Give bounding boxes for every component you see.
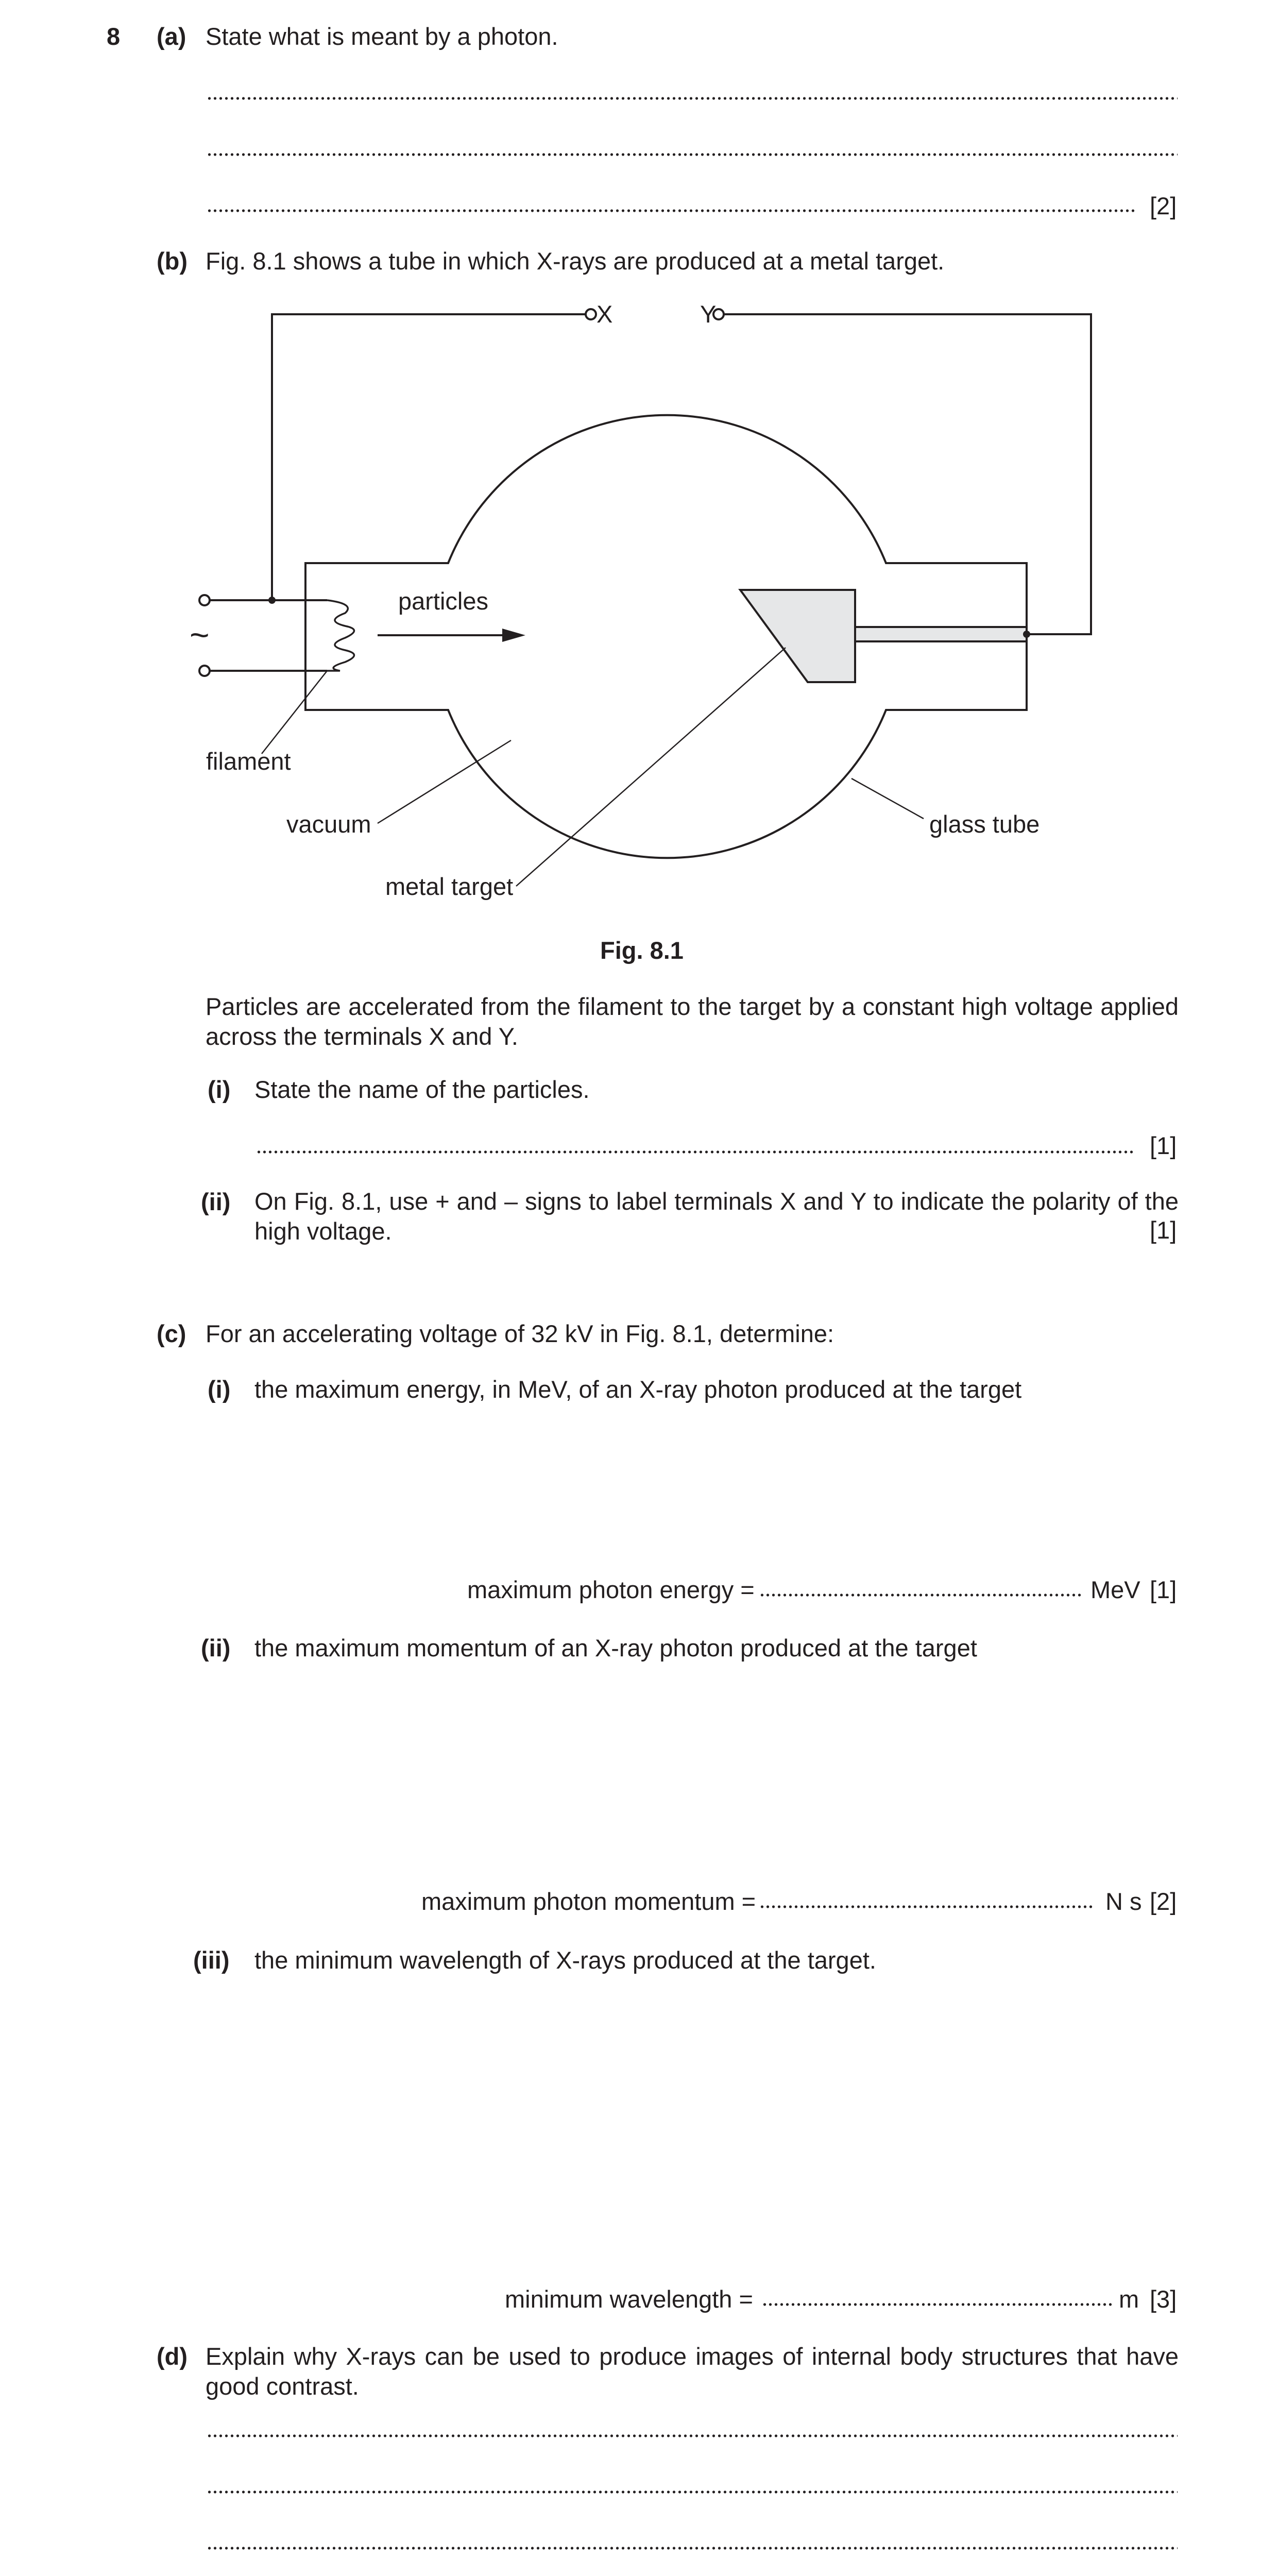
part-c-ii-marks: [2]: [1150, 1888, 1177, 1915]
part-d-prompt: Explain why X-rays can be used to produce images of internal body structures that have good contrast.: [206, 2343, 1179, 2400]
part-c-i-marks: [1]: [1150, 1576, 1177, 1603]
metal-target-label: metal target: [385, 873, 514, 900]
filament-label: filament: [206, 748, 291, 775]
part-d-label: (d): [157, 2343, 188, 2370]
terminal-x-node: [586, 309, 596, 319]
particles-label: particles: [398, 587, 489, 615]
terminal-y-label: Y: [700, 300, 717, 328]
answer-line-c-i[interactable]: [759, 1592, 1081, 1598]
answer-line-b-i[interactable]: [256, 1149, 1135, 1155]
junction-dot-right: [1023, 631, 1030, 638]
vacuum-label: vacuum: [286, 810, 371, 838]
part-c-iii-prompt: the minimum wavelength of X-rays produced at the target.: [254, 1946, 876, 1974]
part-b-ii-prompt: On Fig. 8.1, use + and – signs to label terminals X and Y to indicate the polarity of the high voltage.: [254, 1188, 1179, 1245]
part-c-i-prompt: the maximum energy, in MeV, of an X-ray photon produced at the target: [254, 1376, 1022, 1403]
part-c-iii-label: (iii): [193, 1946, 230, 1974]
part-c-ii-unit: N s: [1105, 1888, 1142, 1915]
part-b-ii-label: (ii): [201, 1188, 231, 1215]
part-b-ii-marks: [1]: [1150, 1216, 1177, 1244]
glass-tube-leader: [851, 778, 924, 819]
part-c-iii-answer-label: minimum wavelength =: [505, 2285, 753, 2313]
supply-node-top: [199, 595, 210, 605]
glass-tube-label: glass tube: [929, 810, 1040, 838]
filament-leader: [262, 671, 327, 754]
answer-line-c-ii[interactable]: [759, 1904, 1095, 1910]
supply-node-bottom: [199, 666, 210, 676]
part-a-marks: [2]: [1150, 192, 1177, 219]
wire-x: [272, 314, 586, 600]
answer-line-d-2[interactable]: [207, 2489, 1178, 2495]
part-b-i-label: (i): [208, 1076, 231, 1103]
part-c-label: (c): [157, 1320, 186, 1347]
answer-line-d-1[interactable]: [207, 2433, 1178, 2439]
part-a-label: (a): [157, 23, 186, 50]
part-b-label: (b): [157, 247, 188, 275]
answer-line-c-iii[interactable]: [762, 2301, 1113, 2308]
part-a-prompt: State what is meant by a photon.: [206, 23, 558, 50]
part-c-intro: For an accelerating voltage of 32 kV in Fig. 8.1, determine:: [206, 1320, 834, 1347]
vacuum-leader: [378, 740, 511, 823]
part-c-iii-unit: m: [1119, 2285, 1139, 2313]
metal-target-leader: [516, 648, 786, 886]
part-b-intro: Fig. 8.1 shows a tube in which X-rays are produced at a metal target.: [206, 247, 945, 275]
question-number: 8: [107, 23, 121, 50]
part-c-iii-marks: [3]: [1150, 2285, 1177, 2313]
part-c-i-answer-label: maximum photon energy =: [467, 1576, 755, 1603]
particles-arrow-head: [502, 629, 525, 642]
ac-supply-symbol: ~: [190, 616, 210, 654]
xray-tube-figure: [0, 0, 1278, 979]
part-b-i-prompt: State the name of the particles.: [254, 1076, 590, 1103]
terminal-x-label: X: [597, 300, 613, 328]
target-rod: [855, 627, 1027, 641]
answer-line-d-3[interactable]: [207, 2545, 1178, 2551]
part-c-ii-prompt: the maximum momentum of an X-ray photon produced at the target: [254, 1634, 977, 1662]
metal-target: [740, 590, 855, 682]
part-c-i-label: (i): [208, 1376, 231, 1403]
part-b-i-marks: [1]: [1150, 1132, 1177, 1159]
junction-dot-left: [268, 597, 276, 604]
part-c-i-unit: MeV: [1090, 1576, 1140, 1603]
part-c-ii-answer-label: maximum photon momentum =: [421, 1888, 756, 1915]
filament-coil: [327, 600, 354, 671]
part-c-ii-label: (ii): [201, 1634, 231, 1662]
figure-caption: Fig. 8.1: [600, 937, 684, 964]
wire-y: [724, 314, 1091, 634]
part-b-paragraph: Particles are accelerated from the filament to the target by a constant high voltage applied across the terminals X and Y.: [206, 993, 1179, 1050]
